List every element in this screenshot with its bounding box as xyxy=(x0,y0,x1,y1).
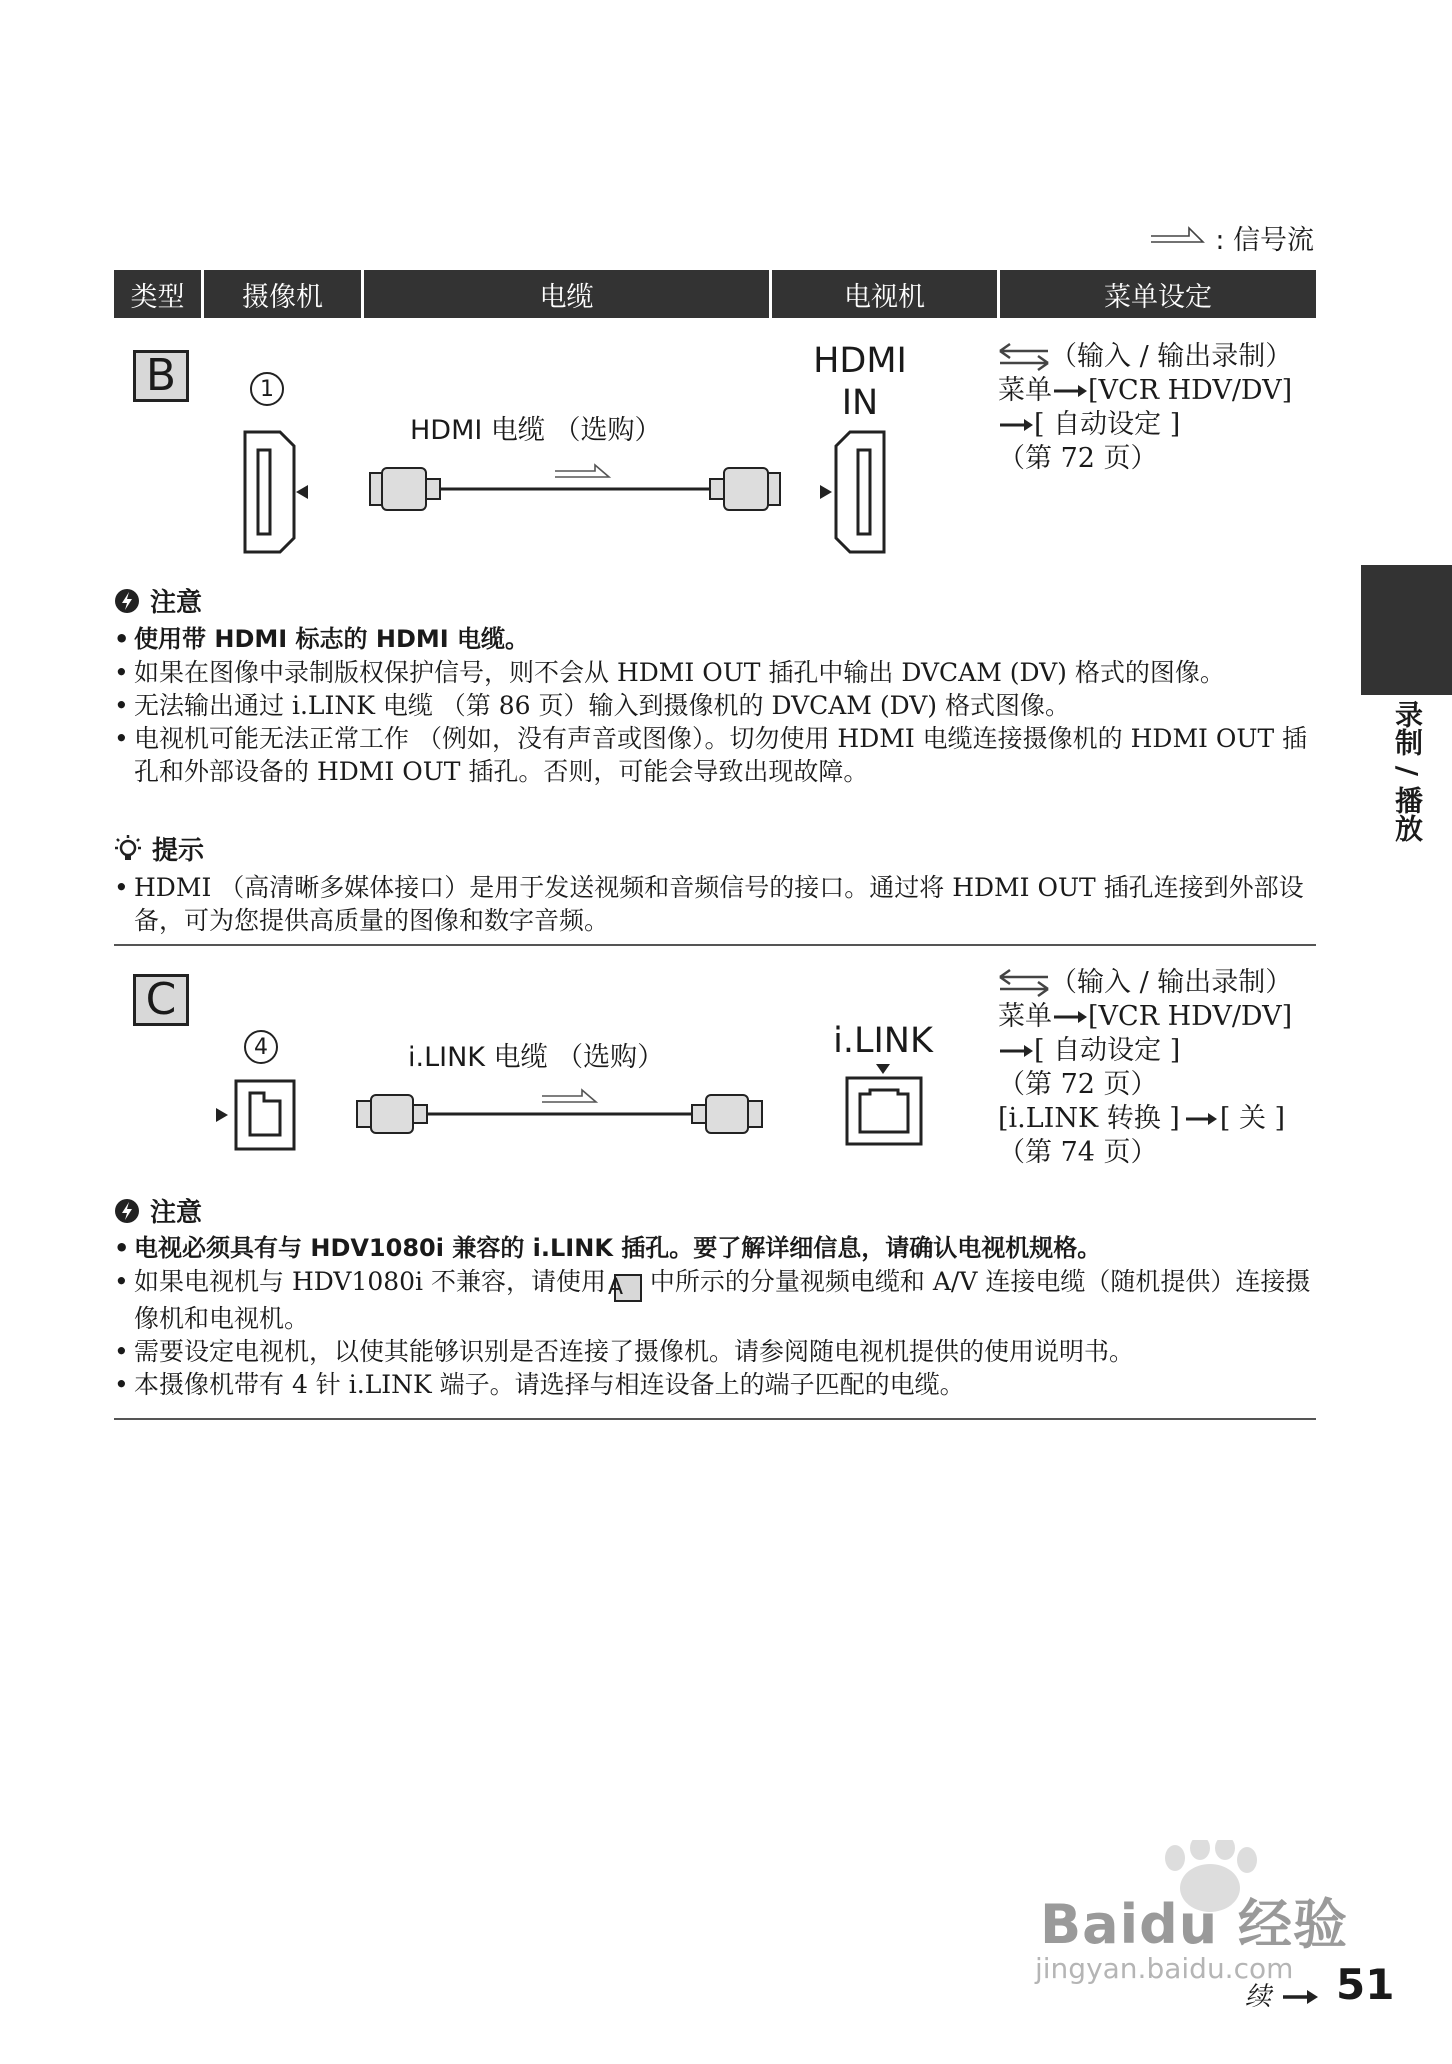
header-menu: 菜单设定 xyxy=(1000,270,1316,318)
menu-c-page1: （第 72 页） xyxy=(998,1069,1158,1100)
header-cable: 电缆 xyxy=(364,270,772,318)
right-arrow-icon xyxy=(998,1043,1034,1059)
section-c-menu xyxy=(998,966,1292,1170)
section-b-notes-title xyxy=(114,582,202,619)
right-arrow-icon xyxy=(1180,1111,1220,1127)
watermark-text: Baidu 经验 xyxy=(1040,1893,1349,1956)
input-output-arrows-icon xyxy=(998,967,1050,999)
right-arrow-icon xyxy=(998,417,1034,433)
section-b-menu xyxy=(998,340,1292,476)
ilink-tv-label: i.LINK xyxy=(833,1021,933,1061)
hdmi-cable-icon xyxy=(365,460,795,520)
side-tab-label: 录制 / 播放 xyxy=(1391,700,1424,842)
continue-label: 续 xyxy=(1245,1982,1272,2012)
ilink-cable-label: i.LINK 电缆 （选购） xyxy=(408,1042,665,1073)
menu-c-line1: （输入 / 输出录制） xyxy=(1050,967,1293,998)
right-arrow-icon xyxy=(1052,383,1088,399)
section-c-notes-list xyxy=(114,1232,1324,1401)
menu-c-vcr: [VCR HDV/DV] xyxy=(1088,1001,1293,1032)
notes-title: 注意 xyxy=(150,1198,203,1228)
lightbulb-icon xyxy=(114,834,142,864)
note-item: • 本摄像机带有 4 针 i.LINK 端子。请选择与相连设备上的端子匹配的电缆。 xyxy=(114,1368,1324,1401)
note-item xyxy=(114,1265,1324,1335)
header-type: 类型 xyxy=(114,270,204,318)
section-b-notes-list xyxy=(114,623,1324,788)
caution-icon xyxy=(114,1198,140,1224)
menu-b-line1: （输入 / 输出录制） xyxy=(1050,341,1293,372)
hdmi-in-label xyxy=(800,340,920,424)
note-item: • 电视机可能无法正常工作 （例如，没有声音或图像）。切勿使用 HDMI 电缆连接摄像机的 HDMI OUT 插孔和外部设备的 HDMI OUT 插孔。否则，可能会导致出现故障。 xyxy=(114,722,1324,788)
menu-b-auto: [ 自动设定 ] xyxy=(1034,409,1181,440)
page-number: 51 xyxy=(1336,1960,1395,2009)
port-number-1: 1 xyxy=(250,372,284,406)
tips-title: 提示 xyxy=(152,836,205,866)
menu-b-vcr: [VCR HDV/DV] xyxy=(1088,375,1293,406)
header-tv: 电视机 xyxy=(772,270,1000,318)
tv-ilink-jack-icon xyxy=(842,1062,926,1148)
menu-c-ilink: [i.LINK 转换 ] xyxy=(998,1103,1180,1134)
ilink-cable-icon xyxy=(352,1085,782,1145)
ilink-jack-icon xyxy=(214,1075,298,1155)
caution-icon xyxy=(114,588,140,614)
menu-c-auto: [ 自动设定 ] xyxy=(1034,1035,1181,1066)
menu-b-menu-word: 菜单 xyxy=(998,375,1052,406)
right-arrow-icon xyxy=(1052,1009,1088,1025)
header-camcorder: 摄像机 xyxy=(204,270,364,318)
signal-flow-label: : 信号流 xyxy=(1215,225,1314,256)
notes-title: 注意 xyxy=(150,588,203,618)
section-b-letter: B xyxy=(133,350,189,402)
watermark-url: jingyan.baidu.com xyxy=(1035,1952,1294,1985)
signal-flow-arrow-icon xyxy=(1149,222,1211,253)
side-tab-marker xyxy=(1361,565,1452,695)
hdmi-in-label-line1: HDMI xyxy=(813,341,907,381)
connection-table-header xyxy=(114,270,1316,318)
section-c-letter: C xyxy=(133,974,189,1026)
section-b-tips-title xyxy=(114,830,204,867)
note-item: • 无法输出通过 i.LINK 电缆 （第 86 页）输入到摄像机的 DVCAM (DV) 格式图像。 xyxy=(114,689,1324,722)
section-b-tips-list xyxy=(114,871,1324,937)
section-a-reference: A xyxy=(614,1274,642,1302)
hdmi-cable-label: HDMI 电缆 （选购） xyxy=(410,415,662,446)
note-item: • 需要设定电视机，以使其能够识别是否连接了摄像机。请参阅随电视机提供的使用说明书。 xyxy=(114,1335,1324,1368)
continue-indicator xyxy=(1245,1976,1319,2013)
note-text: 如果电视机与 HDV1080i 不兼容，请使用 xyxy=(134,1267,606,1296)
port-number-4: 4 xyxy=(244,1030,278,1064)
note-item: • 如果在图像中录制版权保护信号，则不会从 HDMI OUT 插孔中输出 DVCAM (DV) 格式的图像。 xyxy=(114,656,1324,689)
menu-c-off: [ 关 ] xyxy=(1219,1103,1286,1134)
hdmi-in-jack-icon xyxy=(818,428,898,556)
note-item: • 电视必须具有与 HDV1080i 兼容的 i.LINK 插孔。要了解详细信息，请确认电视机规格。 xyxy=(114,1232,1324,1265)
note-text: 中所示的分量视频电缆和 A/V 连接电缆（随机提供）连接摄像机和电视机。 xyxy=(134,1267,1311,1333)
section-divider xyxy=(114,1418,1316,1420)
note-item: • 使用带 HDMI 标志的 HDMI 电缆。 xyxy=(114,623,1324,656)
section-c-notes-title xyxy=(114,1192,202,1229)
tip-item: • HDMI （高清晰多媒体接口）是用于发送视频和音频信号的接口。通过将 HDMI OUT 插孔连接到外部设备，可为您提供高质量的图像和数字音频。 xyxy=(114,871,1324,937)
section-divider xyxy=(114,944,1316,946)
hdmi-out-jack-icon xyxy=(230,428,310,556)
menu-c-page2: （第 74 页） xyxy=(998,1137,1158,1168)
menu-c-menu-word: 菜单 xyxy=(998,1001,1052,1032)
menu-b-page: （第 72 页） xyxy=(998,443,1158,474)
hdmi-in-label-line2: IN xyxy=(841,383,879,423)
input-output-arrows-icon xyxy=(998,341,1050,373)
signal-flow-legend xyxy=(1149,218,1314,257)
right-arrow-icon xyxy=(1279,1989,1319,2005)
